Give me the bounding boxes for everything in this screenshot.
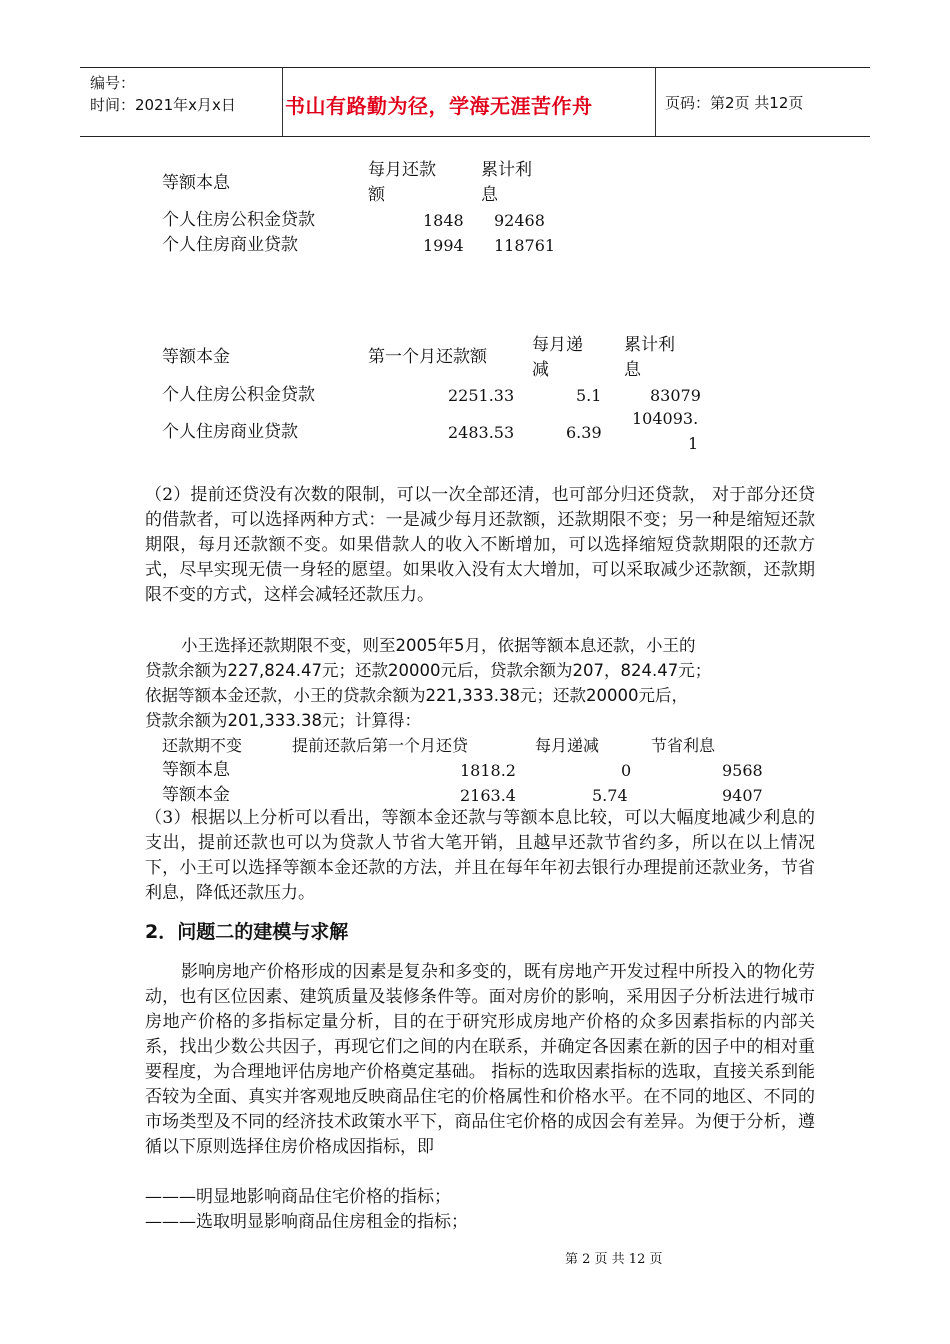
table-cell: 个人住房商业贷款 (162, 235, 298, 255)
paragraph-factor-analysis (145, 960, 815, 1160)
table-cell: 9407 (722, 786, 763, 805)
criteria-list (145, 1185, 815, 1235)
paragraph-line: 贷款余额为227,824.47元；还款20000元后，贷款余额为207，824.47元； (145, 661, 712, 680)
header-divider (655, 68, 656, 136)
table-cell: 0 (621, 761, 632, 780)
list-item: ———明显地影响商品住宅价格的指标； (145, 1187, 451, 1207)
table-header-cell: 累计利 (624, 335, 675, 355)
page-footer: 第 2 页 共 12 页 (565, 1252, 663, 1267)
paragraph-xiaowang (145, 633, 815, 733)
paragraph-conclusion (145, 806, 815, 906)
paragraph-text: 影响房地产价格形成的因素是复杂和多变的，既有房地产开发过程中所投入的物化劳动，也有区位因素、建筑质量及装修条件等。面对房价的影响，采用因子分析法进行城市房地产价格的多指标定量分析，目的在于研究形成房地产价格的众多因素指标的内部关系，找出少数公共因子，再现它们之间的内在联系，并确定各因素在新的因子中的相对重要程度，为合理地评估房地产价格奠定基础。 指标的选取因素指标的选取，直接关系到能否较为全面、真实并客观地反映商品住宅的价格属性和价格水平。在不同的地区、不同的市场类型及不同的经济技术政策水平下，商品住宅价格的成因会有差异。为便于分析，遵循以下原则选择住房价格成因指标，即 (145, 962, 815, 1157)
table-cell: 1818.2 (460, 761, 516, 780)
table-cell: 92468 (494, 211, 545, 230)
page-header (80, 67, 870, 137)
header-meta (90, 72, 236, 116)
paragraph-line: 依据等额本金还款，小王的贷款余额为221,333.38元；还款20000元后， (145, 686, 688, 705)
table-cell: 9568 (722, 761, 763, 780)
table-cell: 等额本息 (162, 760, 230, 780)
table-header-cell: 每月递减 (535, 736, 600, 755)
table-header-cell: 息 (624, 360, 641, 380)
table-cell: 83079 (650, 386, 701, 405)
table-cell: 1848 (423, 211, 464, 230)
table-header-cell: 累计利 (481, 160, 532, 180)
paragraph-line: 小王选择还款期限不变，则至2005年5月，依据等额本息还款，小王的 (181, 636, 696, 655)
table-cell: 6.39 (566, 423, 602, 442)
table-cell: 1994 (423, 236, 464, 255)
table-header-cell: 等额本息 (162, 173, 230, 193)
table-cell: 5.74 (592, 786, 628, 805)
table-header-cell: 还款期不变 (162, 736, 243, 755)
table-header-cell: 节省利息 (651, 736, 716, 755)
table-cell: 5.1 (576, 386, 602, 405)
table-cell: 2251.33 (448, 386, 515, 405)
table-header-cell: 每月还款 (368, 160, 436, 180)
table-header-cell: 提前还款后第一个月还贷 (292, 736, 469, 755)
table-cell: 个人住房商业贷款 (162, 422, 298, 442)
table-cell: 1 (688, 434, 699, 453)
paragraph-prepayment (145, 483, 815, 608)
table-cell: 104093. (632, 409, 699, 428)
section-heading: 2．问题二的建模与求解 (145, 921, 349, 943)
table-header-cell: 等额本金 (162, 347, 230, 367)
table-header-cell: 额 (368, 185, 385, 205)
header-page-info: 页码：第2页 共12页 (665, 94, 804, 112)
table-cell: 2163.4 (460, 786, 516, 805)
table-header-cell: 第一个月还款额 (368, 347, 487, 367)
header-divider (282, 68, 283, 136)
paragraph-line: 贷款余额为201,333.38元；计算得： (145, 711, 421, 730)
table-header-cell: 每月递 (532, 335, 583, 355)
header-motto: 书山有路勤为径，学海无涯苦作舟 (285, 94, 593, 118)
table-cell: 118761 (494, 236, 556, 255)
table-cell: 个人住房公积金贷款 (162, 210, 315, 230)
table-cell: 个人住房公积金贷款 (162, 385, 315, 405)
table-header-cell: 减 (532, 360, 549, 380)
table-cell: 2483.53 (448, 423, 515, 442)
time-label: 时间：2021年x月x日 (90, 96, 236, 114)
paragraph-text: （3）根据以上分析可以看出，等额本金还款与等额本息比较，可以大幅度地减少利息的支出，提前还款也可以为贷款人节省大笔开销，且越早还款节省约多，所以在以上情况下，小王可以选择等额本金还款的方法，并且在每年年初去银行办理提前还款业务，节省利息，降低还款压力。 (145, 808, 815, 903)
table-cell: 等额本金 (162, 785, 230, 805)
list-item: ———选取明显影响商品住房租金的指标； (145, 1212, 468, 1232)
number-label: 编号： (90, 74, 136, 92)
table-header-cell: 息 (481, 185, 498, 205)
paragraph-text: （2）提前还贷没有次数的限制，可以一次全部还清，也可部分归还贷款， 对于部分还贷的借款者，可以选择两种方式：一是减少每月还款额，还款期限不变；另一种是缩短还款期限，每月还款额不变。如果借款人的收入不断增加，可以选择缩短贷款期限的还款方式，尽早实现无债一身轻的愿望。如果收入没有太大增加，可以采取减少还款额，还款期限不变的方式，这样会减轻还款压力。 (145, 485, 815, 605)
